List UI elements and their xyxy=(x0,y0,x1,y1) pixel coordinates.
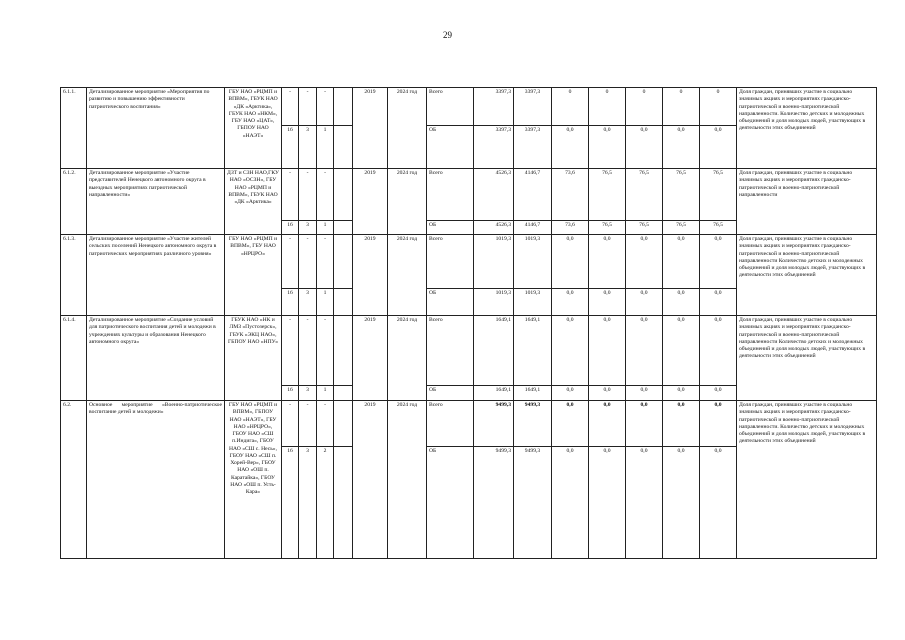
table-row xyxy=(61,235,877,289)
year-amount: 0,0 xyxy=(663,289,700,316)
year-amount: 1649,1 xyxy=(514,386,552,401)
total-amount: 4526,3 xyxy=(474,221,514,235)
year-amount: 0,0 xyxy=(589,235,626,289)
activity-number: 6.1.2. xyxy=(61,169,87,235)
year-amount: 0,0 xyxy=(700,401,737,447)
year-amount: 0,0 xyxy=(552,447,589,559)
code-cell: 3 xyxy=(299,289,317,316)
table-row xyxy=(61,169,877,221)
table-row xyxy=(61,401,877,447)
total-amount: 1019,3 xyxy=(474,235,514,289)
year-amount: 76,5 xyxy=(626,221,663,235)
year-amount: 0,0 xyxy=(552,401,589,447)
activity-number: 6.2. xyxy=(61,401,87,559)
end-year: 2024 год xyxy=(388,169,427,235)
year-amount: 0,0 xyxy=(626,235,663,289)
year-amount: 0 xyxy=(589,88,626,126)
code-cell: 1 xyxy=(317,126,334,169)
year-amount: 0,0 xyxy=(626,447,663,559)
year-amount: 0,0 xyxy=(663,401,700,447)
year-amount: 0,0 xyxy=(626,289,663,316)
year-amount: 73,6 xyxy=(552,221,589,235)
end-year: 2024 год xyxy=(388,88,427,169)
year-amount: 0 xyxy=(552,88,589,126)
table-row xyxy=(61,316,877,386)
total-amount: 4526,3 xyxy=(474,169,514,221)
total-amount: 3397,3 xyxy=(474,88,514,126)
year-amount: 0,0 xyxy=(552,289,589,316)
funding-source: ОБ xyxy=(427,221,474,235)
code-cell: 3 xyxy=(299,126,317,169)
empty-code-cell xyxy=(334,126,353,169)
empty-code-cell xyxy=(334,88,353,126)
code-cell: 3 xyxy=(299,447,317,559)
code-cell: 1 xyxy=(317,289,334,316)
funding-source: ОБ xyxy=(427,447,474,559)
year-amount: 0,0 xyxy=(626,126,663,169)
year-amount: 73,6 xyxy=(552,169,589,221)
year-amount: 1649,1 xyxy=(514,316,552,386)
code-cell: 3 xyxy=(299,386,317,401)
code-cell: - xyxy=(282,169,299,221)
code-cell: - xyxy=(299,316,317,386)
total-amount: 1649,1 xyxy=(474,386,514,401)
funding-source: ОБ xyxy=(427,289,474,316)
year-amount: 0,0 xyxy=(589,316,626,386)
start-year: 2019 xyxy=(353,316,388,401)
code-cell: - xyxy=(282,401,299,447)
year-amount: 0,0 xyxy=(589,126,626,169)
year-amount: 0,0 xyxy=(626,401,663,447)
year-amount: 1019,3 xyxy=(514,235,552,289)
code-cell: 16 xyxy=(282,289,299,316)
empty-code-cell xyxy=(334,401,353,447)
expected-result: Доля граждан, принявших участие в социально значимых акциях и мероприятиях гражданско-патриотической и военно-патриотической направленности xyxy=(737,169,877,235)
code-cell: 2 xyxy=(317,447,334,559)
total-amount: 9499,3 xyxy=(474,401,514,447)
year-amount: 0 xyxy=(663,88,700,126)
funding-source: Всего xyxy=(427,316,474,386)
year-amount: 76,5 xyxy=(700,169,737,221)
expected-result: Доля граждан, принявших участие в социально значимых акциях и мероприятиях гражданско-патриотической и военно-патриотической направленности Количество детских и молодежных объединений и доля молодых людей, участвующих в деятельности этих объединений xyxy=(737,235,877,316)
empty-code-cell xyxy=(334,386,353,401)
expected-result: Доля граждан, принявших участие в социально значимых акциях и мероприятиях гражданско-патриотической и военно-патриотической направленности Количество детских и молодежных объединений и доля молодых людей, участвующих в деятельности этих объединений xyxy=(737,316,877,401)
funding-source: Всего xyxy=(427,169,474,221)
year-amount: 0,0 xyxy=(589,289,626,316)
year-amount: 0,0 xyxy=(663,126,700,169)
code-cell: 1 xyxy=(317,386,334,401)
activity-number: 6.1.1. xyxy=(61,88,87,169)
code-cell: 16 xyxy=(282,447,299,559)
funding-source: Всего xyxy=(427,235,474,289)
year-amount: 76,5 xyxy=(589,169,626,221)
executor-cell: ДЗТ и СЗН НАО,ГКУ НАО «ОСЗН», ГБУ НАО «РЦМП и ВПВМ», ГБУК НАО «ДК «Арктика» xyxy=(225,169,282,235)
code-cell: 16 xyxy=(282,386,299,401)
year-amount: 9499,3 xyxy=(514,447,552,559)
code-cell: - xyxy=(299,235,317,289)
funding-source: ОБ xyxy=(427,386,474,401)
activity-name: Детализированное мероприятие «Участие жителей сельских поселений Ненецкого автономного округа в патриотических мероприятиях различного уровня» xyxy=(87,235,225,316)
activity-number: 6.1.4. xyxy=(61,316,87,401)
code-cell: - xyxy=(299,169,317,221)
executor-cell: ГБУ НАО «РЦМП и ВПВМ», ГБПОУ НАО «НАЭТ», ГБУ НАО «НРЦРО», ГБОУ НАО «СШ п.Индига», ГБОУ НАО «СШ с. Несь», ГБОУ НАО «СШ п. Хорей-Вер», ГБОУ НАО «ОШ п. Каратайка», ГБОУ НАО «ОШ п. Усть-Кара» xyxy=(225,401,282,559)
empty-code-cell xyxy=(334,169,353,221)
executor-cell: ГБУК НАО «НК и ЛМЗ «Пустозерск», ГБУК «ЭКЦ НАО», ГБПОУ НАО «НПУ» xyxy=(225,316,282,401)
year-amount: 4146,7 xyxy=(514,221,552,235)
year-amount: 0,0 xyxy=(663,447,700,559)
year-amount: 0 xyxy=(626,88,663,126)
code-cell: 1 xyxy=(317,221,334,235)
empty-code-cell xyxy=(334,316,353,386)
year-amount: 3397,3 xyxy=(514,126,552,169)
year-amount: 0,0 xyxy=(700,447,737,559)
year-amount: 0,0 xyxy=(700,289,737,316)
code-cell: - xyxy=(317,401,334,447)
total-amount: 1649,1 xyxy=(474,316,514,386)
year-amount: 0,0 xyxy=(552,316,589,386)
table-row xyxy=(61,88,877,126)
year-amount: 0,0 xyxy=(589,401,626,447)
year-amount: 0,0 xyxy=(589,386,626,401)
empty-code-cell xyxy=(334,221,353,235)
activity-name: Основное мероприятие «Военно-патриотическое воспитание детей и молодежи» xyxy=(87,401,225,559)
start-year: 2019 xyxy=(353,169,388,235)
code-cell: - xyxy=(317,235,334,289)
page-number: 29 xyxy=(443,30,452,40)
code-cell: 16 xyxy=(282,221,299,235)
year-amount: 0,0 xyxy=(626,386,663,401)
code-cell: - xyxy=(317,316,334,386)
year-amount: 0,0 xyxy=(552,235,589,289)
year-amount: 9499,3 xyxy=(514,401,552,447)
year-amount: 1019,3 xyxy=(514,289,552,316)
activity-name: Детализированное мероприятие «Мероприятия по развитию и повышению эффективности патриотического воспитания» xyxy=(87,88,225,169)
end-year: 2024 год xyxy=(388,316,427,401)
end-year: 2024 год xyxy=(388,235,427,316)
year-amount: 3397,3 xyxy=(514,88,552,126)
start-year: 2019 xyxy=(353,88,388,169)
total-amount: 1019,3 xyxy=(474,289,514,316)
code-cell: - xyxy=(282,316,299,386)
year-amount: 0,0 xyxy=(700,386,737,401)
empty-code-cell xyxy=(334,235,353,289)
code-cell: - xyxy=(299,401,317,447)
program-activities-table xyxy=(60,87,877,559)
funding-source: ОБ xyxy=(427,126,474,169)
executor-cell: ГБУ НАО «РЦМП и ВПВМ», ГБУ НАО «НРЦРО» xyxy=(225,235,282,316)
year-amount: 76,5 xyxy=(589,221,626,235)
code-cell: - xyxy=(282,235,299,289)
funding-source: Всего xyxy=(427,88,474,126)
year-amount: 0,0 xyxy=(552,386,589,401)
year-amount: 0,0 xyxy=(663,316,700,386)
activity-number: 6.1.3. xyxy=(61,235,87,316)
year-amount: 0,0 xyxy=(700,235,737,289)
end-year: 2024 год xyxy=(388,401,427,559)
year-amount: 0 xyxy=(700,88,737,126)
funding-source: Всего xyxy=(427,401,474,447)
expected-result: Доля граждан, принявших участие в социально значимых акциях и мероприятиях гражданско-патриотической и военно-патриотической направленности. Количество детских и молодежных объединений и доля молодых людей, участвующих в деятельности этих объединений xyxy=(737,401,877,559)
expected-result: Доля граждан, принявших участие в социально значимых акциях и мероприятиях гражданско-патриотической и военно-патриотической направленности. Количество детских и молодежных объединений и доля молодых людей, участвующих в деятельности этих объединений xyxy=(737,88,877,169)
code-cell: 3 xyxy=(299,221,317,235)
year-amount: 4146,7 xyxy=(514,169,552,221)
year-amount: 76,5 xyxy=(626,169,663,221)
activity-name: Детализированное мероприятие «Участие представителей Ненецкого автономного округа в выездных мероприятиях патриотической направленности» xyxy=(87,169,225,235)
start-year: 2019 xyxy=(353,401,388,559)
code-cell: 16 xyxy=(282,126,299,169)
year-amount: 0,0 xyxy=(626,316,663,386)
total-amount: 9499,3 xyxy=(474,447,514,559)
year-amount: 0,0 xyxy=(552,126,589,169)
code-cell: - xyxy=(317,88,334,126)
year-amount: 76,5 xyxy=(663,221,700,235)
year-amount: 0,0 xyxy=(700,316,737,386)
code-cell: - xyxy=(299,88,317,126)
year-amount: 0,0 xyxy=(700,126,737,169)
year-amount: 76,5 xyxy=(700,221,737,235)
year-amount: 0,0 xyxy=(589,447,626,559)
executor-cell: ГБУ НАО «РЦМП и ВПВМ», ГБУК НАО «ДК «Арктика», ГБУК НАО «НКМ», ГБУ НАО «ЦАТ», ГБПОУ НАО «НАЭТ» xyxy=(225,88,282,169)
code-cell: - xyxy=(282,88,299,126)
empty-code-cell xyxy=(334,289,353,316)
year-amount: 0,0 xyxy=(663,386,700,401)
empty-code-cell xyxy=(334,447,353,559)
total-amount: 3397,3 xyxy=(474,126,514,169)
start-year: 2019 xyxy=(353,235,388,316)
year-amount: 0,0 xyxy=(663,235,700,289)
activity-name: Детализированное мероприятие «Создание условий для патриотического воспитания детей и молодежи в учреждениях культуры и образования Ненецкого автономного округа» xyxy=(87,316,225,401)
code-cell: - xyxy=(317,169,334,221)
year-amount: 76,5 xyxy=(663,169,700,221)
